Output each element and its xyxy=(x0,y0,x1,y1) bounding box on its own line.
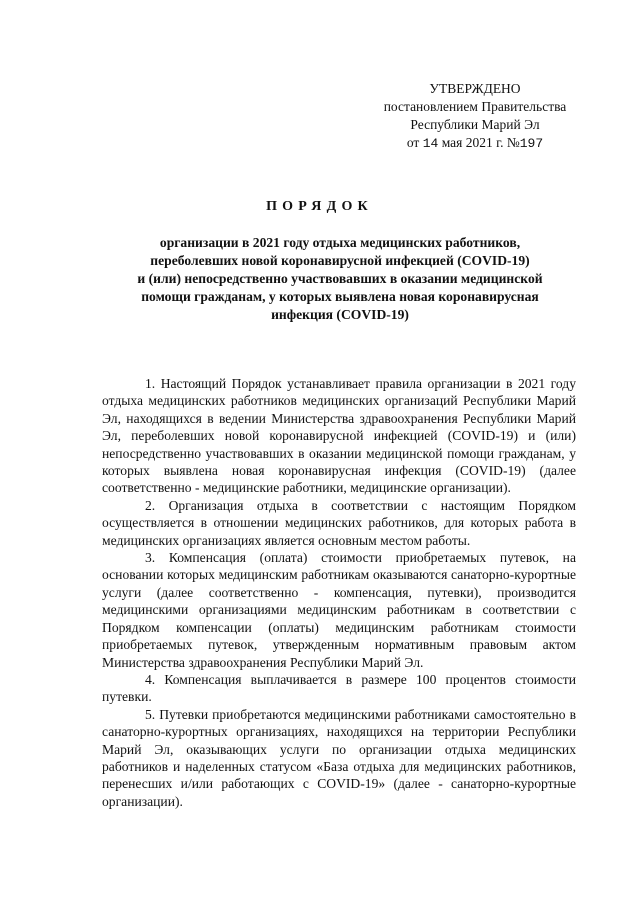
approval-heading: УТВЕРЖДЕНО xyxy=(429,81,521,96)
approval-resolution: постановлением Правительства xyxy=(383,99,567,114)
subtitle-line: инфекция (COVID-19) xyxy=(271,307,409,322)
approval-date-day: 14 xyxy=(422,136,439,151)
approval-date-prefix: от xyxy=(406,135,420,150)
paragraph-1: 1. Настоящий Порядок устанавливает правила организации в 2021 году отдыха медицинских работников медицинских организаций Республики Марий Эл, находящихся в ведении Министерства здравоохранения Республики Марий Эл, переболевших новой коронавирусной инфекцией (COVID-19) и (или) непосредственно участвовавших в оказании медицинской помощи гражданам, у которых выявлена новая коронавирусная инфекция (COVID-19) (далее соответственно - медицинские работники, медицинские организации). xyxy=(102,376,576,496)
approval-republic: Республики Марий Эл xyxy=(410,117,540,132)
document-title: ПОРЯДОК xyxy=(266,199,373,214)
approval-number: 197 xyxy=(519,136,544,151)
subtitle-line: переболевших новой коронавирусной инфекцией (COVID-19) xyxy=(150,253,530,268)
approval-date-line xyxy=(360,134,590,153)
document-body xyxy=(102,375,576,810)
subtitle-line: организации в 2021 году отдыха медицинских работников, xyxy=(159,235,521,250)
document-subtitle xyxy=(95,234,585,324)
paragraph-3: 3. Компенсация (оплата) стоимости приобретаемых путевок, на основании которых медицинским работникам оказываются санаторно-курортные услуги (далее соответственно - компенсация, путевки), производится медицинскими организациями медицинским работникам в соответствии с Порядком компенсации (оплаты) медицинским работникам стоимости приобретаемых путевок, утвержденным нормативным правовым актом Министерства здравоохранения Республики Марий Эл. xyxy=(102,550,576,670)
subtitle-line: и (или) непосредственно участвовавших в оказании медицинской xyxy=(137,271,543,286)
approval-stamp xyxy=(360,80,590,153)
subtitle-line: помощи гражданам, у которых выявлена новая коронавирусная xyxy=(141,289,539,304)
approval-date-rest: мая 2021 г. № xyxy=(441,135,520,150)
paragraph-2: 2. Организация отдыха в соответствии с настоящим Порядком осуществляется в отношении медицинских работников, для которых работа в медицинских организациях является основным местом работы. xyxy=(102,497,576,548)
paragraph-5: 5. Путевки приобретаются медицинскими работниками самостоятельно в санаторно-курортных организациях, находящихся на территории Республики Марий Эл, оказывающих услуги по организации отдыха медицинских работников и наделенных статусом «База отдыха для медицинских работников, перенесших и/или работающих с COVID-19» (далее - санаторно-курортные организации). xyxy=(102,706,576,809)
paragraph-4: 4. Компенсация выплачивается в размере 100 процентов стоимости путевки. xyxy=(102,671,576,705)
